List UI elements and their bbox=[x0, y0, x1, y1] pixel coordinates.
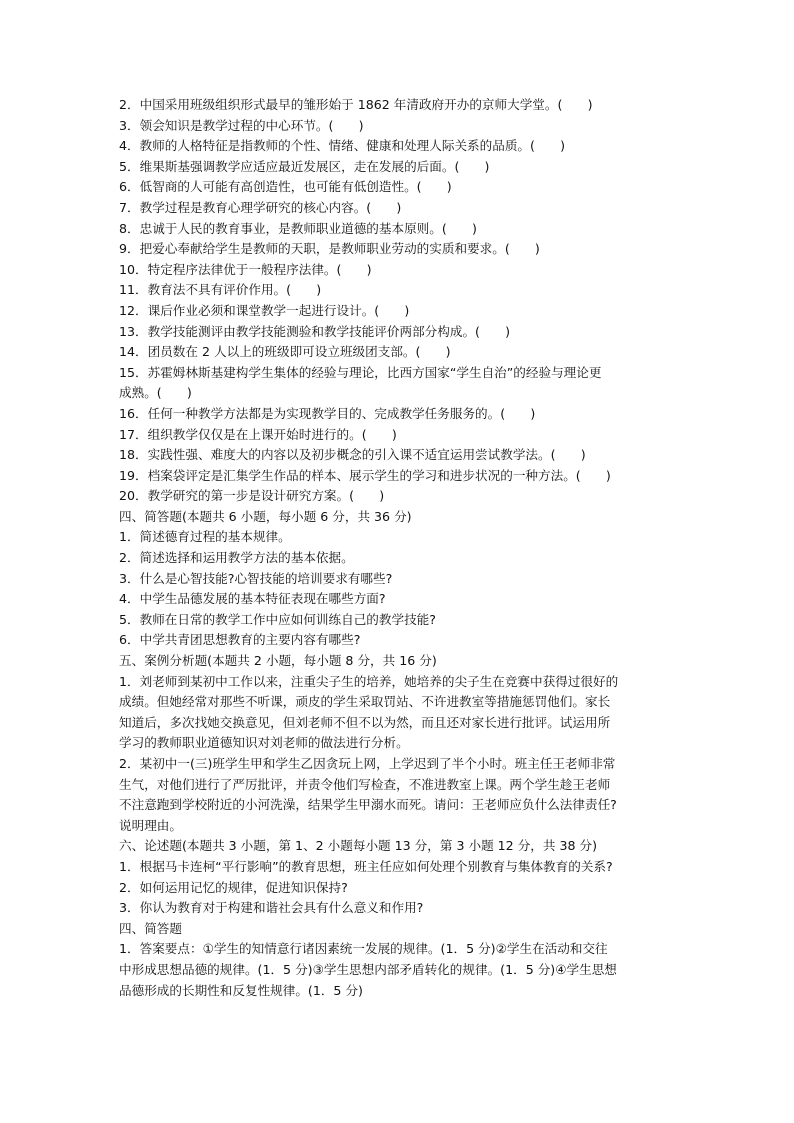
exam-content bbox=[119, 95, 689, 1001]
question-line: 2．中国采用班级组织形式最早的雏形始于 1862 年清政府开办的京师大学堂。( ) bbox=[119, 97, 593, 112]
section-heading: 四、简答题(本题共 6 小题，每小题 6 分，共 36 分) bbox=[119, 508, 412, 524]
question-line: 4．中学生品德发展的基本特征表现在哪些方面? bbox=[119, 591, 386, 607]
paragraph-line: 说明理由。 bbox=[119, 817, 182, 833]
answer-line: 1．答案要点：①学生的知情意行诸因素统一发展的规律。(1．5 分)②学生在活动和交往 bbox=[119, 941, 608, 957]
question-line: 11．教育法不具有评价作用。( ) bbox=[119, 282, 322, 298]
question-line: 4．教师的人格特征是指教师的个性、情绪、健康和处理人际关系的品质。( ) bbox=[119, 138, 566, 154]
question-line: 18．实践性强、难度大的内容以及初步概念的引入课不适宜运用尝试教学法。( ) bbox=[119, 447, 586, 463]
question-line: 12．课后作业必须和课堂教学一起进行设计。( ) bbox=[119, 302, 410, 318]
question-line: 7．教学过程是教育心理学研究的核心内容。( ) bbox=[119, 199, 402, 215]
case-analysis-section bbox=[119, 651, 689, 836]
question-line: 5．维果斯基强调教学应适应最近发展区，走在发展的后面。( ) bbox=[119, 158, 490, 174]
question-line: 2．如何运用记忆的规律，促进知识保持? bbox=[119, 879, 348, 895]
question-line: 15．苏霍姆林斯基建构学生集体的经验与理论，比西方国家“学生自治”的经验与理论更 bbox=[119, 364, 602, 380]
paragraph-line: 1．刘老师到某初中工作以来，注重尖子生的培养，她培养的尖子生在竞赛中获得过很好的 bbox=[119, 673, 619, 689]
question-line: 10．特定程序法律优于一般程序法律。( ) bbox=[119, 261, 372, 277]
question-line: 3．什么是心智技能?心智技能的培训要求有哪些? bbox=[119, 570, 393, 586]
question-line: 16．任何一种教学方法都是为实现教学目的、完成教学任务服务的。( ) bbox=[119, 405, 536, 421]
question-line: 6．低智商的人可能有高创造性，也可能有低创造性。( ) bbox=[119, 179, 452, 195]
question-line: 5．教师在日常的教学工作中应如何训练自己的教学技能? bbox=[119, 611, 436, 627]
short-answer-section bbox=[119, 507, 689, 651]
question-line: 8．忠诚于人民的教育事业，是教师职业道德的基本原则。( ) bbox=[119, 220, 477, 236]
answer-line: 品德形成的长期性和反复性规律。(1．5 分) bbox=[119, 982, 363, 998]
paragraph-line: 成绩。但她经常对那些不听课，顽皮的学生采取罚站、不许进教室等措施惩罚他们。家长 bbox=[119, 694, 611, 710]
answers-section bbox=[119, 919, 689, 1001]
paragraph-line: 生气，对他们进行了严厉批评，并责令他们写检查，不准进教室上课。两个学生趁王老师 bbox=[119, 776, 611, 792]
question-line: 3．你认为教育对于构建和谐社会具有什么意义和作用? bbox=[119, 900, 424, 916]
section-heading: 五、案例分析题(本题共 2 小题，每小题 8 分，共 16 分) bbox=[119, 653, 437, 669]
section-heading: 六、论述题(本题共 3 小题，第 1、2 小题每小题 13 分，第 3 小题 12 分，共 38 分) bbox=[119, 838, 598, 854]
paragraph-line: 不注意跑到学校附近的小河洗澡，结果学生甲溺水而死。请问：王老师应负什么法律责任? bbox=[119, 797, 617, 813]
question-line: 20．教学研究的第一步是设计研究方案。( ) bbox=[119, 488, 385, 504]
question-line: 2．简述选择和运用教学方法的基本依据。 bbox=[119, 550, 354, 566]
question-line: 14．团员数在 2 人以上的班级即可设立班级团支部。( ) bbox=[119, 344, 451, 360]
question-line: 6．中学共青团思想教育的主要内容有哪些? bbox=[119, 632, 361, 648]
question-line: 9．把爱心奉献给学生是教师的天职，是教师职业劳动的实质和要求。( ) bbox=[119, 241, 540, 257]
question-line: 19．档案袋评定是汇集学生作品的样本、展示学生的学习和进步状况的一种方法。( ) bbox=[119, 467, 611, 483]
question-line: 成熟。( ) bbox=[119, 385, 192, 401]
question-line: 1．简述德育过程的基本规律。 bbox=[119, 529, 291, 545]
section-heading: 四、简答题 bbox=[119, 920, 182, 936]
essay-section bbox=[119, 836, 689, 918]
question-line: 17．组织教学仅仅是在上课开始时进行的。( ) bbox=[119, 426, 397, 442]
question-line: 1．根据马卡连柯“平行影响”的教育思想，班主任应如何处理个别教育与集体教育的关系? bbox=[119, 858, 613, 874]
judgement-section bbox=[119, 95, 689, 507]
question-line: 3．领会知识是教学过程的中心环节。( ) bbox=[119, 117, 364, 133]
question-line: 13．教学技能测评由教学技能测验和教学技能评价两部分构成。( ) bbox=[119, 323, 511, 339]
answer-line: 中形成思想品德的规律。(1．5 分)③学生思想内部矛盾转化的规律。(1．5 分)④学生思想 bbox=[119, 961, 617, 977]
paragraph-line: 2．某初中一(三)班学生甲和学生乙因贪玩上网，上学迟到了半个小时。班主任王老师非常 bbox=[119, 756, 616, 771]
paragraph-line: 知道后，多次找她交换意见，但刘老师不但不以为然，而且还对家长进行批评。试运用所 bbox=[119, 714, 611, 730]
paragraph-line: 学习的教师职业道德知识对刘老师的做法进行分析。 bbox=[119, 735, 409, 751]
